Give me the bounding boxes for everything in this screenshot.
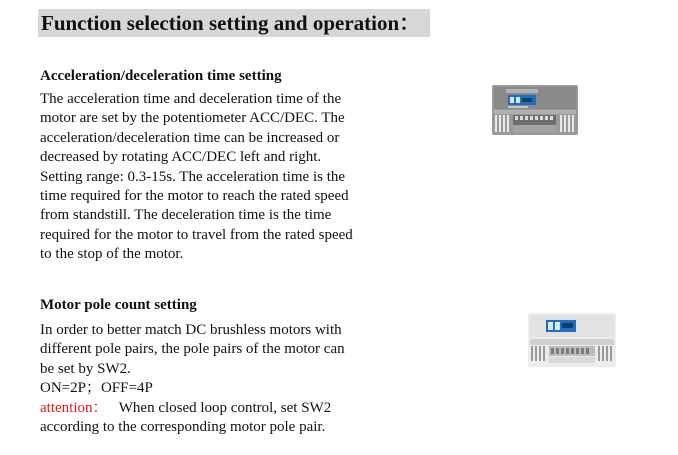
driver-device-image [492,85,578,135]
text-line: The acceleration time and deceleration time of the [40,91,342,107]
section-body-pole-count [40,321,400,437]
section-body-acceleration [40,90,400,265]
text-line: ON=2P；OFF=4P [40,380,153,397]
text-line: Setting range: 0.3-15s. The acceleration time is the [40,168,346,185]
text-line: In order to better match DC brushless motors with [40,322,342,338]
section-heading-acceleration: Acceleration/deceleration time setting [40,68,282,84]
attention-label: attention： [40,399,108,416]
text-line: decreased by rotating ACC/DEC left and right. [40,149,322,166]
text-line: to the stop of the motor. [40,246,184,263]
text-line: motor are set by the potentiometer ACC/DEC. The [40,110,345,127]
driver-device-image [528,313,616,367]
text-line: different pole pairs, the pole pairs of the motor can [40,341,345,358]
section-heading-pole-count: Motor pole count setting [40,297,197,313]
text-line: according to the corresponding motor pole pair. [40,419,326,436]
text-line: acceleration/deceleration time can be increased or [40,129,340,146]
text-line: time required for the motor to reach the rated speed [40,188,349,205]
attention-text: When closed loop control, set SW2 [118,399,332,416]
attention-line [40,399,400,418]
text-line: required for the motor to travel from the rated speed [40,226,353,243]
text-line: from standstill. The deceleration time is the time [40,207,332,224]
text-line: be set by SW2. [40,360,131,377]
page-title: Function selection setting and operation： [41,11,421,35]
